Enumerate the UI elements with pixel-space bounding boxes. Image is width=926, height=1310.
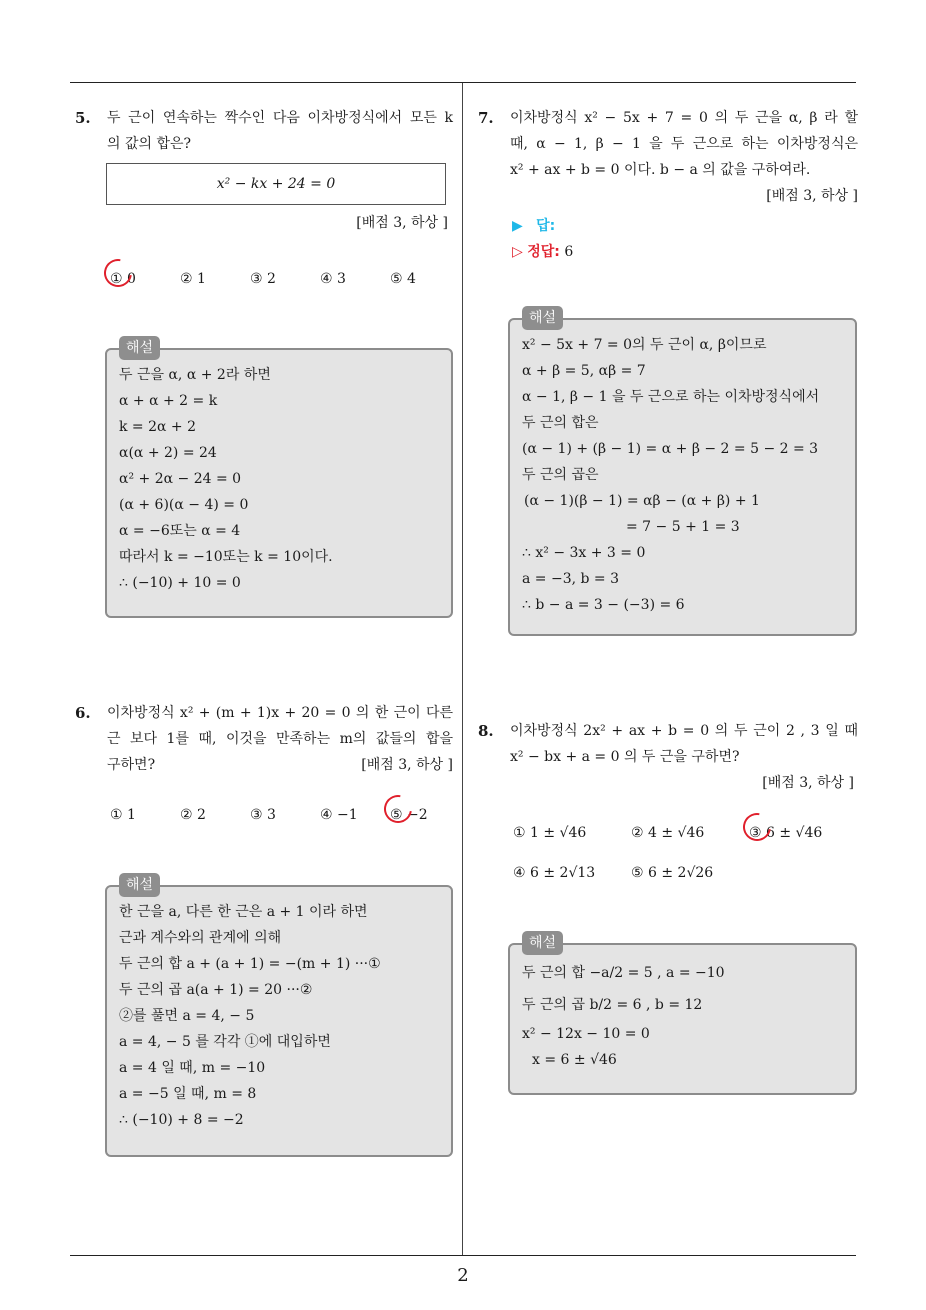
score-label: [배점 3, 하상 ]	[762, 775, 854, 791]
solution-tag: 해설	[522, 931, 563, 955]
problem-number: 8.	[478, 722, 494, 740]
solution-line: 따라서 k = −10또는 k = 10이다.	[119, 549, 333, 565]
choice-3[interactable]: ③ 6 ± √46	[749, 820, 822, 846]
score-label: [배점 3, 하상 ]	[361, 757, 453, 773]
solution-line: 두 근의 곱 a(a + 1) = 20 ···②	[119, 982, 313, 998]
outline-triangle-icon: ▷	[512, 244, 523, 260]
problem-number: 5.	[75, 109, 91, 127]
solution-line: a = −5 일 때, m = 8	[119, 1086, 257, 1102]
solution-line: 근과 계수와의 관계에 의해	[119, 930, 282, 946]
choice-1[interactable]: ① 1 ± √46	[513, 825, 587, 841]
correct-value: 6	[564, 244, 574, 260]
correct-label: 정답:	[527, 244, 560, 260]
choice-2[interactable]: ② 1	[180, 271, 206, 287]
solution-line: 두 근의 합 a + (a + 1) = −(m + 1) ···①	[119, 956, 381, 972]
problem-number: 7.	[478, 109, 494, 127]
solution-line: α(α + 2) = 24	[119, 445, 217, 461]
problem-number: 6.	[75, 704, 91, 722]
problem-8	[478, 718, 858, 796]
choice-4[interactable]: ④ −1	[320, 807, 358, 823]
answer-label: 답:	[536, 218, 556, 234]
solution-tag: 해설	[119, 873, 160, 897]
problem-line: 의 값의 합은?	[107, 136, 192, 152]
answer-row	[512, 213, 573, 239]
problem-text	[510, 105, 858, 209]
solution-line: (α + 6)(α − 4) = 0	[119, 497, 249, 513]
solution-tag: 해설	[119, 336, 160, 360]
solution-line: 두 근의 합 −a/2 = 5 , a = −10	[522, 965, 725, 981]
solution-line: x = 6 ± √46	[532, 1052, 617, 1068]
choice-2[interactable]: ② 2	[180, 807, 206, 823]
solution-line: x² − 12x − 10 = 0	[522, 1026, 650, 1042]
choice-2[interactable]: ② 4 ± √46	[631, 825, 705, 841]
bottom-rule	[70, 1255, 856, 1256]
choice-5[interactable]: ⑤ 6 ± 2√26	[631, 865, 714, 881]
problem-text	[107, 105, 453, 157]
problem-line: 이차방정식 x² − 5x + 7 = 0 의 두 근을 α, β 라 할	[510, 110, 858, 126]
solution-line: = 7 − 5 + 1 = 3	[626, 519, 740, 535]
solution-line: α + β = 5, αβ = 7	[522, 363, 646, 379]
solution-box	[508, 935, 857, 1095]
choice-3[interactable]: ③ 3	[250, 807, 276, 823]
solution-line: x² − 5x + 7 = 0의 두 근이 α, β이므로	[522, 337, 767, 353]
solution-tag: 해설	[522, 306, 563, 330]
problem-line: x² + ax + b = 0 이다. b − a 의 값을 구하여라.	[510, 162, 811, 178]
choice-4[interactable]: ④ 6 ± 2√13	[513, 865, 596, 881]
solution-line: ∴ x² − 3x + 3 = 0	[522, 545, 646, 561]
page-number: 2	[457, 1265, 469, 1286]
top-rule	[70, 82, 856, 83]
play-triangle-icon: ▶	[512, 218, 523, 234]
solution-line: α − 1, β − 1 을 두 근으로 하는 이차방정식에서	[522, 389, 820, 405]
solution-line: ∴ (−10) + 8 = −2	[119, 1112, 244, 1128]
solution-line: ∴ b − a = 3 − (−3) = 6	[522, 597, 685, 613]
problem-5	[75, 105, 453, 157]
choice-4[interactable]: ④ 3	[320, 271, 346, 287]
problem-7	[478, 105, 858, 209]
problem-line: 두 근이 연속하는 짝수인 다음 이차방정식에서 모든 k	[107, 110, 453, 126]
solution-line: α + α + 2 = k	[119, 393, 218, 409]
solution-line: 두 근의 합은	[522, 415, 599, 431]
solution-line: 두 근의 곱 b/2 = 6 , b = 12	[522, 997, 703, 1013]
solution-line: a = 4, − 5 를 각각 ①에 대입하면	[119, 1034, 331, 1050]
solution-line: α² + 2α − 24 = 0	[119, 471, 242, 487]
solution-line: α = −6또는 α = 4	[119, 523, 241, 539]
solution-line: ②를 풀면 a = 4, − 5	[119, 1008, 255, 1024]
solution-line: ∴ (−10) + 10 = 0	[119, 575, 241, 591]
solution-box	[105, 877, 453, 1157]
problem-line: 구하면? [배점 3, 하상 ]	[107, 752, 453, 778]
solution-line: 두 근을 α, α + 2라 하면	[119, 367, 271, 383]
choice-5[interactable]: ⑤ 4	[390, 271, 416, 287]
solution-line: (α − 1) + (β − 1) = α + β − 2 = 5 − 2 = 3	[522, 441, 819, 457]
problem-6	[75, 700, 453, 778]
problem-line: 이차방정식 2x² + ax + b = 0 의 두 근이 2 , 3 일 때	[510, 723, 858, 739]
problem-line: 때, α − 1, β − 1 을 두 근으로 하는 이차방정식은	[510, 136, 858, 152]
solution-line: 두 근의 곱은	[522, 467, 599, 483]
problem-line: 근 보다 1를 때, 이것을 만족하는 m의 값들의 합을	[107, 731, 453, 747]
answer-block	[512, 213, 573, 265]
choice-1[interactable]: ① 0	[110, 266, 136, 292]
problem-line: x² − bx + a = 0 의 두 근을 구하면?	[510, 749, 740, 765]
correct-answer-row	[512, 239, 573, 265]
score-label: [배점 3, 하상 ]	[766, 188, 858, 204]
solution-line: a = 4 일 때, m = −10	[119, 1060, 266, 1076]
solution-line: (α − 1)(β − 1) = αβ − (α + β) + 1	[524, 493, 760, 509]
choice-5[interactable]: ⑤ −2	[390, 802, 428, 828]
solution-box	[508, 310, 857, 636]
score-label: [배점 3, 하상 ]	[356, 215, 448, 231]
problem-text	[107, 700, 453, 778]
column-divider	[462, 83, 463, 1255]
choice-3[interactable]: ③ 2	[250, 271, 276, 287]
solution-box	[105, 340, 453, 618]
problem-line: 이차방정식 x² + (m + 1)x + 20 = 0 의 한 근이 다른	[107, 705, 453, 721]
equation-box: x² − kx + 24 = 0	[106, 163, 446, 205]
solution-line: a = −3, b = 3	[522, 571, 620, 587]
choice-1[interactable]: ① 1	[110, 807, 136, 823]
solution-line: 한 근을 a, 다른 한 근은 a + 1 이라 하면	[119, 904, 368, 920]
solution-line: k = 2α + 2	[119, 419, 197, 435]
problem-text	[510, 718, 858, 796]
